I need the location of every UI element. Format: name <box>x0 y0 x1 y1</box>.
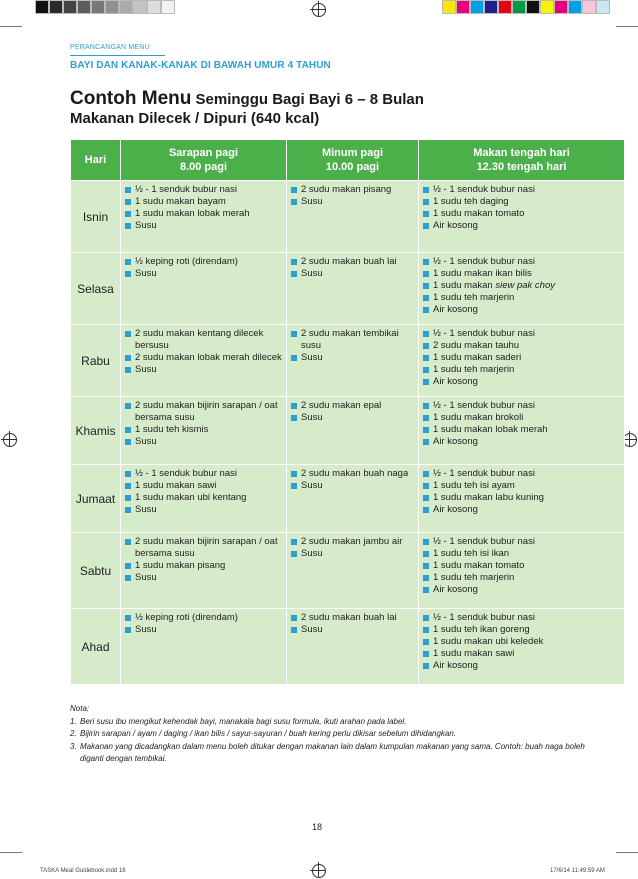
list-item: Susu <box>291 480 414 492</box>
registration-mark-top-icon <box>312 3 326 17</box>
footer-timestamp: 17/6/14 11:49:59 AM <box>550 868 605 874</box>
color-swatch <box>554 0 568 14</box>
crop-mark <box>0 852 22 853</box>
list-item: ½ - 1 senduk bubur nasi <box>423 184 620 196</box>
lunch-cell <box>419 253 625 325</box>
crop-mark <box>616 852 638 853</box>
list-item: Air kosong <box>423 376 620 388</box>
list-item: ½ - 1 senduk bubur nasi <box>423 256 620 268</box>
list-item: 2 sudu makan buah naga <box>291 468 414 480</box>
list-item: 2 sudu makan pisang <box>291 184 414 196</box>
column-header-lunch: Makan tengah hari 12.30 tengah hari <box>419 140 625 181</box>
breakfast-cell <box>121 181 287 253</box>
notes-section <box>70 703 590 766</box>
footer-filename: TASKA Meal Guidebook.indd 18 <box>40 868 126 874</box>
print-color-swatch-bar <box>442 0 610 14</box>
color-swatch <box>77 0 91 14</box>
snack-list <box>291 184 414 208</box>
snack-cell <box>287 397 419 465</box>
list-item: 1 sudu teh kismis <box>125 424 282 436</box>
color-swatch <box>498 0 512 14</box>
table-row <box>71 181 625 253</box>
list-item: 2 sudu makan tembikai susu <box>291 328 414 352</box>
lunch-cell <box>419 533 625 609</box>
table-row <box>71 397 625 465</box>
registration-mark-left-icon <box>3 433 17 447</box>
snack-cell <box>287 609 419 685</box>
breakfast-cell <box>121 465 287 533</box>
day-cell: Ahad <box>71 609 121 685</box>
list-item: Susu <box>291 268 414 280</box>
column-header-day: Hari <box>71 140 121 181</box>
list-item: Susu <box>125 504 282 516</box>
color-swatch <box>512 0 526 14</box>
section-underline <box>70 55 165 56</box>
snack-list <box>291 328 414 364</box>
weekly-menu-table <box>70 139 625 685</box>
note-item: 1. Beri susu ibu mengikut kehendak bayi, manakala bagi susu formula, ikuti arahan pada label. <box>70 716 407 726</box>
lunch-list <box>423 328 620 388</box>
list-item: 1 sudu teh marjerin <box>423 364 620 376</box>
color-swatch <box>470 0 484 14</box>
list-item: Air kosong <box>423 436 620 448</box>
column-header-snack: Minum pagi 10.00 pagi <box>287 140 419 181</box>
list-item: Susu <box>125 268 282 280</box>
color-swatch <box>161 0 175 14</box>
list-item: 1 sudu makan saderi <box>423 352 620 364</box>
list-item: Susu <box>291 548 414 560</box>
breakfast-cell <box>121 609 287 685</box>
list-item: Air kosong <box>423 584 620 596</box>
list-item: ½ - 1 senduk bubur nasi <box>423 400 620 412</box>
list-item: Air kosong <box>423 504 620 516</box>
registration-mark-bottom-icon <box>312 864 326 878</box>
breakfast-cell <box>121 253 287 325</box>
lunch-list <box>423 400 620 448</box>
list-item: 1 sudu makan siew pak choy <box>423 280 620 292</box>
registration-mark-right-icon <box>623 433 637 447</box>
list-item: 1 sudu teh ikan goreng <box>423 624 620 636</box>
list-item: Susu <box>125 436 282 448</box>
snack-list <box>291 612 414 636</box>
color-swatch <box>442 0 456 14</box>
lunch-list <box>423 468 620 516</box>
lunch-cell <box>419 181 625 253</box>
table-row <box>71 253 625 325</box>
list-item: 1 sudu makan sawi <box>423 648 620 660</box>
day-cell: Khamis <box>71 397 121 465</box>
list-item: ½ - 1 senduk bubur nasi <box>423 536 620 548</box>
snack-cell <box>287 253 419 325</box>
list-item: 2 sudu makan bijirin sarapan / oat bersama susu <box>125 536 282 560</box>
table-row <box>71 533 625 609</box>
list-item: 1 sudu teh daging <box>423 196 620 208</box>
list-item: ½ keping roti (direndam) <box>125 612 282 624</box>
color-swatch <box>63 0 77 14</box>
list-item: 1 sudu teh marjerin <box>423 572 620 584</box>
breakfast-list <box>125 468 282 516</box>
title-main: Contoh Menu <box>70 88 192 109</box>
color-swatch <box>484 0 498 14</box>
list-item: 1 sudu makan lobak merah <box>423 424 620 436</box>
table-row <box>71 325 625 397</box>
list-item: ½ - 1 senduk bubur nasi <box>423 612 620 624</box>
color-swatch <box>456 0 470 14</box>
list-item: Susu <box>125 624 282 636</box>
breakfast-list <box>125 184 282 232</box>
day-cell: Isnin <box>71 181 121 253</box>
breakfast-list <box>125 612 282 636</box>
list-item: 1 sudu makan ubi keledek <box>423 636 620 648</box>
list-item: ½ - 1 senduk bubur nasi <box>423 328 620 340</box>
list-item: Air kosong <box>423 220 620 232</box>
list-item: ½ keping roti (direndam) <box>125 256 282 268</box>
list-item: 1 sudu makan pisang <box>125 560 282 572</box>
list-item: 1 sudu makan bayam <box>125 196 282 208</box>
day-cell: Rabu <box>71 325 121 397</box>
day-cell: Selasa <box>71 253 121 325</box>
breakfast-list <box>125 328 282 376</box>
list-item: 1 sudu makan lobak merah <box>125 208 282 220</box>
list-item: 1 sudu makan ikan bilis <box>423 268 620 280</box>
list-item: Susu <box>291 352 414 364</box>
color-swatch <box>540 0 554 14</box>
column-header-breakfast: Sarapan pagi 8.00 pagi <box>121 140 287 181</box>
day-cell: Jumaat <box>71 465 121 533</box>
lunch-cell <box>419 397 625 465</box>
list-item: Susu <box>125 572 282 584</box>
color-swatch <box>105 0 119 14</box>
snack-list <box>291 536 414 560</box>
color-swatch <box>119 0 133 14</box>
lunch-list <box>423 536 620 596</box>
list-item: 1 sudu makan brokoli <box>423 412 620 424</box>
breakfast-cell <box>121 325 287 397</box>
list-item: ½ - 1 senduk bubur nasi <box>125 468 282 480</box>
list-item: 1 sudu makan labu kuning <box>423 492 620 504</box>
crop-mark <box>616 26 638 27</box>
list-item: ½ - 1 senduk bubur nasi <box>423 468 620 480</box>
table-header-row <box>71 140 625 181</box>
table-row <box>71 609 625 685</box>
list-item: 1 sudu teh isi ayam <box>423 480 620 492</box>
list-item: Susu <box>125 364 282 376</box>
list-item: 2 sudu makan tauhu <box>423 340 620 352</box>
breakfast-list <box>125 400 282 448</box>
snack-cell <box>287 181 419 253</box>
subsection-label: BAYI DAN KANAK-KANAK DI BAWAH UMUR 4 TAHUN <box>70 60 331 71</box>
color-swatch <box>91 0 105 14</box>
breakfast-list <box>125 256 282 280</box>
color-swatch <box>568 0 582 14</box>
table-row <box>71 465 625 533</box>
list-item: 1 sudu makan tomato <box>423 208 620 220</box>
breakfast-list <box>125 536 282 584</box>
list-item: Susu <box>291 624 414 636</box>
list-item: Susu <box>291 196 414 208</box>
crop-mark <box>0 26 22 27</box>
list-item: 1 sudu makan sawi <box>125 480 282 492</box>
snack-list <box>291 468 414 492</box>
day-cell: Sabtu <box>71 533 121 609</box>
color-swatch <box>147 0 161 14</box>
list-item: Susu <box>125 220 282 232</box>
page-subtitle: Makanan Dilecek / Dipuri (640 kcal) <box>70 110 320 127</box>
notes-label: Nota: <box>70 704 90 713</box>
list-item: 2 sudu makan kentang dilecek bersusu <box>125 328 282 352</box>
color-swatch <box>582 0 596 14</box>
color-swatch <box>35 0 49 14</box>
list-item: 2 sudu makan buah lai <box>291 256 414 268</box>
lunch-cell <box>419 465 625 533</box>
page-number: 18 <box>312 822 323 832</box>
list-item: 1 sudu makan tomato <box>423 560 620 572</box>
snack-list <box>291 256 414 280</box>
color-swatch <box>596 0 610 14</box>
list-item: 1 sudu teh marjerin <box>423 292 620 304</box>
list-item: Air kosong <box>423 660 620 672</box>
color-swatch <box>49 0 63 14</box>
snack-cell <box>287 325 419 397</box>
lunch-cell <box>419 609 625 685</box>
list-item: 1 sudu teh isi ikan <box>423 548 620 560</box>
color-swatch <box>526 0 540 14</box>
list-item: Air kosong <box>423 304 620 316</box>
breakfast-cell <box>121 397 287 465</box>
note-item: 2. Bijirin sarapan / ayam / daging / ikan bilis / sayur-sayuran / buah kering perlu dikisar sebelum dihidangkan. <box>70 729 457 738</box>
page-title <box>70 88 424 111</box>
list-item: 2 sudu makan epal <box>291 400 414 412</box>
list-item: 2 sudu makan buah lai <box>291 612 414 624</box>
snack-list <box>291 400 414 424</box>
lunch-list <box>423 256 620 316</box>
italic-term: siew pak choy <box>495 280 555 291</box>
breakfast-cell <box>121 533 287 609</box>
note-item: 3. Makanan yang dicadangkan dalam menu boleh ditukar dengan makanan lain dalam kumpulan makanan yang sama. Contoh: buah naga boleh diganti dengan tembikai. <box>70 741 585 763</box>
lunch-cell <box>419 325 625 397</box>
list-item: 2 sudu makan bijirin sarapan / oat bersama susu <box>125 400 282 424</box>
color-swatch <box>133 0 147 14</box>
list-item: 2 sudu makan jambu air <box>291 536 414 548</box>
lunch-list <box>423 612 620 672</box>
section-label: PERANCANGAN MENU <box>70 44 150 51</box>
list-item: 2 sudu makan lobak merah dilecek <box>125 352 282 364</box>
list-item: 1 sudu makan ubi kentang <box>125 492 282 504</box>
title-rest: Seminggu Bagi Bayi 6 – 8 Bulan <box>191 91 424 108</box>
print-gray-swatch-bar <box>35 0 175 14</box>
list-item: ½ - 1 senduk bubur nasi <box>125 184 282 196</box>
list-item: Susu <box>291 412 414 424</box>
snack-cell <box>287 465 419 533</box>
snack-cell <box>287 533 419 609</box>
lunch-list <box>423 184 620 232</box>
